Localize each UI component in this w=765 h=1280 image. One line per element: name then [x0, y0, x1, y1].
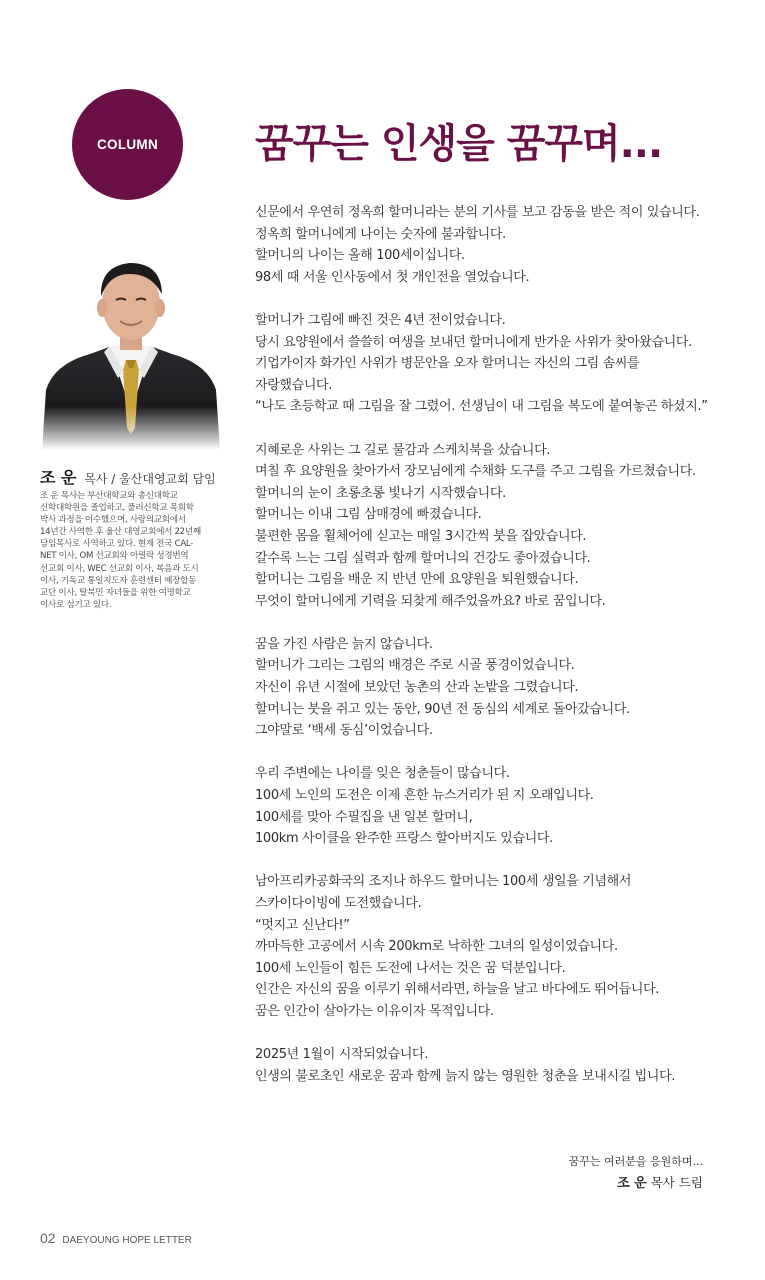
author-bio-line: 박사 과정을 이수했으며, 사랑의교회에서: [40, 515, 186, 526]
body-paragraph: [255, 763, 725, 849]
body-paragraph: [255, 310, 725, 418]
publication-name: DAEYOUNG HOPE LETTER: [62, 1235, 192, 1246]
author-bio-line: 교단 이사, 탈북민 자녀들을 위한 여명학교: [40, 587, 191, 598]
author-bio-line: 14년간 사역한 후 울산 대영교회에서 22년째: [40, 527, 201, 538]
body-line: 까마득한 고공에서 시속 200km로 낙하한 그녀의 일성이었습니다.: [255, 939, 618, 955]
body-line: 2025년 1월이 시작되었습니다.: [255, 1047, 429, 1063]
body-line: 100세 노인들이 힘든 도전에 나서는 것은 꿈 덕분입니다.: [255, 960, 566, 976]
body-line: 기업가이자 화가인 사위가 병문안을 오자 할머니는 자신의 그림 솜씨를: [255, 356, 640, 372]
signature-name: 조 운: [617, 1176, 647, 1191]
body-line: 무엇이 할머니에게 기력을 되찾게 해주었을까요? 바로 꿈입니다.: [255, 593, 606, 609]
body-line: 신문에서 우연히 정옥희 할머니라는 분의 기사를 보고 감동을 받은 적이 있습니다.: [255, 205, 700, 220]
body-line: 할머니의 눈이 초롱초롱 빛나기 시작했습니다.: [255, 485, 506, 501]
body-line: 인간은 자신의 꿈을 이루기 위해서라면, 하늘을 날고 바다에도 뛰어듭니다.: [255, 982, 660, 998]
body-line: 100세 노인의 도전은 이제 흔한 뉴스거리가 된 지 오래입니다.: [255, 788, 594, 804]
author-bio-line: 이사, 기독교 통일지도자 훈련센터 예장합동: [40, 575, 197, 586]
body-line: 지혜로운 사위는 그 길로 물감과 스케치북을 샀습니다.: [255, 442, 551, 458]
page-number: 02: [40, 1230, 56, 1246]
body-line: 할머니는 이내 그림 삼매경에 빠졌습니다.: [255, 507, 482, 523]
body-line: 100세를 맞아 수필집을 낸 일본 할머니,: [255, 809, 473, 825]
author-bio-line: NET 이사, OM 선교회와 아릴락 성경번역: [40, 551, 189, 562]
body-paragraph: [255, 1044, 725, 1087]
body-line: 할머니가 그리는 그림의 배경은 주로 시골 풍경이었습니다.: [255, 658, 575, 674]
body-line: 꿈을 가진 사람은 늙지 않습니다.: [255, 636, 433, 652]
body-line: “나도 초등학교 때 그림을 잘 그렸어. 선생님이 내 그림을 복도에 붙여놓곤 하셨지.”: [255, 399, 708, 415]
body-line: “멋지고 신난다!”: [255, 917, 350, 933]
body-line: 100km 사이클을 완주한 프랑스 할아버지도 있습니다.: [255, 831, 553, 847]
author-bio-line: 담임목사로 사역하고 있다. 현재 전국 CAL-: [40, 539, 194, 550]
page-footer: [40, 1230, 192, 1246]
author-bio: [40, 490, 222, 611]
body-line: 꿈은 인간이 살아가는 이유이자 목적입니다.: [255, 1003, 494, 1019]
author-role: 목사 / 울산대영교회 담임: [84, 472, 216, 486]
column-badge-label: COLUMN: [96, 137, 159, 152]
closing-line: 꿈꾸는 여러분을 응원하며...: [568, 1155, 703, 1168]
column-body: [255, 202, 725, 1109]
body-line: 당시 요양원에서 쓸쓸히 여생을 보내던 할머니에게 반가운 사위가 찾아왔습니다.: [255, 334, 692, 350]
author-bio-line: 신학대학원을 졸업하고, 풀러신학교 목회학: [40, 503, 194, 514]
body-line: 인생의 불로초인 새로운 꿈과 함께 늙지 않는 영원한 청춘을 보내시길 빕니다.: [255, 1068, 676, 1084]
author-name-text: 조 운: [40, 468, 77, 487]
body-line: 할머니는 붓을 쥐고 있는 동안, 90년 전 동심의 세계로 돌아갔습니다.: [255, 701, 630, 717]
body-paragraph: [255, 202, 725, 288]
body-paragraph: [255, 634, 725, 742]
page-title: 꿈꾸는 인생을 꿈꾸며...: [255, 121, 663, 167]
body-line: 할머니는 그림을 배운 지 반년 만에 요양원을 퇴원했습니다.: [255, 572, 579, 588]
body-line: 98세 때 서울 인사동에서 첫 개인전을 열었습니다.: [255, 269, 530, 285]
body-line: 그야말로 ‘백세 동심’이었습니다.: [255, 723, 433, 739]
signature-suffix: 목사 드림: [650, 1175, 703, 1190]
body-line: 할머니의 나이는 올해 100세이십니다.: [255, 248, 465, 264]
signature: [569, 1172, 703, 1194]
body-line: 자신이 유년 시절에 보았던 농촌의 산과 논밭을 그렸습니다.: [255, 680, 579, 696]
author-photo: [40, 252, 222, 450]
body-line: 며칠 후 요양원을 찾아가서 장모님에게 수채화 도구를 주고 그림을 가르쳤습니다.: [255, 464, 696, 480]
body-paragraph: [255, 440, 725, 613]
body-line: 할머니가 그림에 빠진 것은 4년 전이었습니다.: [255, 312, 506, 328]
body-line: 스카이다이빙에 도전했습니다.: [255, 896, 422, 911]
body-line: 불편한 몸을 휠체어에 싣고는 매일 3시간씩 붓을 잡았습니다.: [255, 528, 587, 544]
body-line: 우리 주변에는 나이를 잊은 청춘들이 많습니다.: [255, 766, 510, 782]
author-bio-line: 이사로 섬기고 있다.: [40, 599, 112, 610]
body-line: 자랑했습니다.: [255, 377, 333, 393]
body-line: 남아프리카공화국의 조지나 하우드 할머니는 100세 생일을 기념해서: [255, 874, 632, 890]
body-line: 갈수록 느는 그림 실력과 함께 할머니의 건강도 좋아졌습니다.: [255, 550, 591, 566]
body-line: 정옥희 할머니에게 나이는 숫자에 불과합니다.: [255, 226, 506, 242]
column-badge: [72, 89, 183, 200]
author-name: [40, 465, 216, 488]
author-bio-line: 선교회 이사, WEC 선교회 이사, 복음과 도시: [40, 563, 199, 574]
body-paragraph: [255, 871, 725, 1022]
closing-signature: [569, 1151, 703, 1194]
author-bio-line: 조 운 목사는 부산대학교와 총신대학교: [40, 491, 178, 501]
